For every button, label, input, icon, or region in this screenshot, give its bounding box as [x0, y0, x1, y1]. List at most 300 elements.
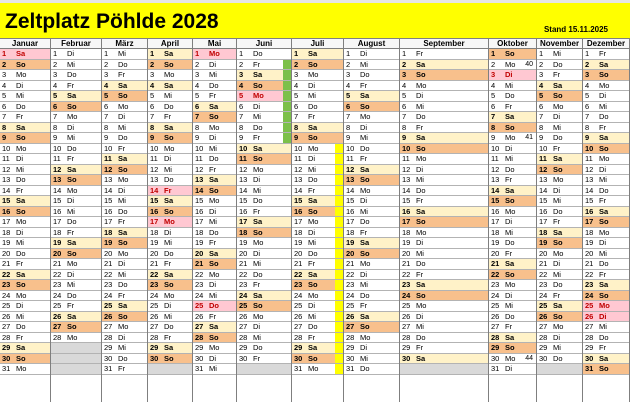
day-cell[interactable] [51, 165, 101, 176]
day-cell[interactable] [400, 133, 488, 144]
day-cell[interactable] [537, 207, 582, 218]
day-cell[interactable] [292, 123, 343, 134]
day-cell[interactable] [148, 81, 192, 92]
day-cell[interactable] [148, 123, 192, 134]
day-cell[interactable] [148, 354, 192, 365]
day-cell[interactable] [0, 354, 50, 365]
day-cell[interactable] [193, 123, 236, 134]
day-cell[interactable] [583, 186, 629, 197]
day-cell[interactable] [489, 238, 536, 249]
day-cell[interactable] [148, 270, 192, 281]
day-cell[interactable] [51, 144, 101, 155]
day-cell[interactable] [400, 144, 488, 155]
day-cell[interactable] [292, 70, 343, 81]
day-cell[interactable] [193, 144, 236, 155]
day-cell[interactable] [148, 144, 192, 155]
day-cell[interactable] [344, 270, 399, 281]
day-cell[interactable] [102, 249, 147, 260]
day-cell[interactable] [537, 280, 582, 291]
day-cell[interactable] [51, 259, 101, 270]
day-cell[interactable] [292, 207, 343, 218]
day-cell[interactable] [0, 312, 50, 323]
day-cell[interactable] [193, 70, 236, 81]
day-cell[interactable] [193, 217, 236, 228]
day-cell[interactable] [0, 102, 50, 113]
day-cell[interactable] [148, 228, 192, 239]
day-cell[interactable] [148, 207, 192, 218]
day-cell[interactable] [237, 291, 291, 302]
day-cell[interactable] [148, 91, 192, 102]
day-cell[interactable] [292, 249, 343, 260]
day-cell[interactable] [344, 154, 399, 165]
day-cell[interactable] [0, 364, 50, 375]
day-cell[interactable] [51, 196, 101, 207]
day-cell[interactable] [292, 280, 343, 291]
day-cell[interactable] [237, 70, 291, 81]
day-cell[interactable] [537, 102, 582, 113]
day-cell[interactable] [102, 196, 147, 207]
day-cell[interactable] [292, 333, 343, 344]
day-cell[interactable] [51, 280, 101, 291]
day-cell[interactable] [537, 354, 582, 365]
day-cell[interactable] [344, 144, 399, 155]
day-cell[interactable] [292, 49, 343, 60]
day-cell[interactable] [51, 154, 101, 165]
day-cell[interactable] [292, 196, 343, 207]
day-cell[interactable] [51, 175, 101, 186]
day-cell[interactable] [0, 343, 50, 354]
day-cell[interactable] [292, 259, 343, 270]
day-cell[interactable] [148, 175, 192, 186]
day-cell[interactable] [292, 301, 343, 312]
day-cell[interactable] [537, 291, 582, 302]
day-cell[interactable] [292, 81, 343, 92]
day-cell[interactable] [0, 301, 50, 312]
day-cell[interactable] [400, 228, 488, 239]
day-cell[interactable] [400, 123, 488, 134]
day-cell[interactable] [400, 217, 488, 228]
day-cell[interactable] [148, 196, 192, 207]
day-cell[interactable] [0, 333, 50, 344]
day-cell[interactable] [537, 81, 582, 92]
day-cell[interactable] [193, 228, 236, 239]
day-cell[interactable] [400, 165, 488, 176]
day-cell[interactable] [489, 49, 536, 60]
day-cell[interactable] [344, 70, 399, 81]
day-cell[interactable] [537, 312, 582, 323]
day-cell[interactable] [400, 312, 488, 323]
day-cell[interactable] [489, 291, 536, 302]
day-cell[interactable] [537, 322, 582, 333]
day-cell[interactable] [583, 354, 629, 365]
day-cell[interactable] [193, 81, 236, 92]
day-cell[interactable] [193, 312, 236, 323]
day-cell[interactable] [237, 270, 291, 281]
day-cell[interactable] [583, 112, 629, 123]
day-cell[interactable] [583, 175, 629, 186]
day-cell[interactable] [400, 70, 488, 81]
day-cell[interactable] [537, 60, 582, 71]
day-cell[interactable] [0, 217, 50, 228]
day-cell[interactable] [0, 133, 50, 144]
day-cell[interactable] [400, 49, 488, 60]
day-cell[interactable] [489, 217, 536, 228]
day-cell[interactable] [537, 228, 582, 239]
day-cell[interactable] [193, 270, 236, 281]
day-cell[interactable] [51, 238, 101, 249]
day-cell[interactable] [148, 217, 192, 228]
empty-cell[interactable] [237, 364, 291, 375]
day-cell[interactable] [51, 112, 101, 123]
day-cell[interactable] [537, 270, 582, 281]
day-cell[interactable] [489, 144, 536, 155]
day-cell[interactable] [292, 228, 343, 239]
day-cell[interactable] [344, 312, 399, 323]
day-cell[interactable] [344, 249, 399, 260]
day-cell[interactable] [0, 112, 50, 123]
day-cell[interactable] [51, 49, 101, 60]
day-cell[interactable] [193, 154, 236, 165]
day-cell[interactable] [148, 343, 192, 354]
day-cell[interactable] [489, 301, 536, 312]
day-cell[interactable] [489, 175, 536, 186]
day-cell[interactable] [400, 112, 488, 123]
day-cell[interactable] [292, 217, 343, 228]
day-cell[interactable] [344, 333, 399, 344]
day-cell[interactable] [102, 60, 147, 71]
day-cell[interactable] [51, 291, 101, 302]
day-cell[interactable] [344, 301, 399, 312]
day-cell[interactable] [344, 207, 399, 218]
day-cell[interactable] [0, 81, 50, 92]
day-cell[interactable] [51, 60, 101, 71]
day-cell[interactable] [344, 133, 399, 144]
day-cell[interactable] [0, 70, 50, 81]
day-cell[interactable] [489, 249, 536, 260]
empty-cell[interactable] [51, 354, 101, 365]
day-cell[interactable] [51, 123, 101, 134]
day-cell[interactable] [489, 333, 536, 344]
day-cell[interactable] [237, 322, 291, 333]
day-cell[interactable] [237, 343, 291, 354]
empty-cell[interactable] [148, 364, 192, 375]
day-cell[interactable] [583, 343, 629, 354]
day-cell[interactable] [193, 322, 236, 333]
day-cell[interactable] [51, 217, 101, 228]
day-cell[interactable] [148, 291, 192, 302]
day-cell[interactable] [102, 165, 147, 176]
day-cell[interactable] [537, 91, 582, 102]
day-cell[interactable] [0, 144, 50, 155]
day-cell[interactable] [237, 217, 291, 228]
day-cell[interactable] [102, 112, 147, 123]
day-cell[interactable] [237, 144, 291, 155]
day-cell[interactable] [344, 259, 399, 270]
day-cell[interactable] [489, 165, 536, 176]
day-cell[interactable] [400, 343, 488, 354]
day-cell[interactable] [0, 196, 50, 207]
day-cell[interactable] [537, 249, 582, 260]
day-cell[interactable] [583, 280, 629, 291]
day-cell[interactable] [583, 270, 629, 281]
day-cell[interactable] [51, 312, 101, 323]
day-cell[interactable] [148, 186, 192, 197]
day-cell[interactable] [51, 301, 101, 312]
day-cell[interactable] [51, 102, 101, 113]
day-cell[interactable] [51, 322, 101, 333]
day-cell[interactable] [193, 91, 236, 102]
day-cell[interactable] [51, 207, 101, 218]
day-cell[interactable] [489, 207, 536, 218]
day-cell[interactable] [148, 70, 192, 81]
day-cell[interactable] [102, 91, 147, 102]
day-cell[interactable] [237, 112, 291, 123]
day-cell[interactable] [102, 270, 147, 281]
day-cell[interactable] [102, 238, 147, 249]
day-cell[interactable] [292, 102, 343, 113]
day-cell[interactable] [537, 186, 582, 197]
day-cell[interactable] [102, 81, 147, 92]
day-cell[interactable] [102, 175, 147, 186]
day-cell[interactable] [537, 333, 582, 344]
day-cell[interactable] [489, 186, 536, 197]
day-cell[interactable] [237, 154, 291, 165]
day-cell[interactable] [102, 259, 147, 270]
day-cell[interactable] [237, 207, 291, 218]
day-cell[interactable] [102, 228, 147, 239]
day-cell[interactable] [237, 238, 291, 249]
day-cell[interactable] [400, 186, 488, 197]
day-cell[interactable] [193, 133, 236, 144]
day-cell[interactable] [583, 207, 629, 218]
day-cell[interactable] [344, 322, 399, 333]
day-cell[interactable] [0, 280, 50, 291]
day-cell[interactable] [537, 238, 582, 249]
day-cell[interactable] [537, 301, 582, 312]
day-cell[interactable] [102, 354, 147, 365]
day-cell[interactable] [344, 291, 399, 302]
day-cell[interactable] [193, 291, 236, 302]
day-cell[interactable] [344, 123, 399, 134]
day-cell[interactable] [292, 364, 343, 375]
day-cell[interactable] [292, 133, 343, 144]
day-cell[interactable] [344, 112, 399, 123]
day-cell[interactable] [583, 217, 629, 228]
day-cell[interactable] [51, 333, 101, 344]
day-cell[interactable] [489, 364, 536, 375]
day-cell[interactable] [292, 312, 343, 323]
day-cell[interactable] [537, 70, 582, 81]
day-cell[interactable] [51, 228, 101, 239]
day-cell[interactable] [344, 91, 399, 102]
day-cell[interactable] [237, 133, 291, 144]
day-cell[interactable] [0, 228, 50, 239]
day-cell[interactable] [292, 165, 343, 176]
day-cell[interactable] [237, 301, 291, 312]
day-cell[interactable] [237, 81, 291, 92]
day-cell[interactable] [583, 154, 629, 165]
day-cell[interactable] [489, 70, 536, 81]
day-cell[interactable] [102, 49, 147, 60]
empty-cell[interactable] [400, 364, 488, 375]
day-cell[interactable] [193, 207, 236, 218]
day-cell[interactable] [583, 102, 629, 113]
day-cell[interactable] [537, 165, 582, 176]
day-cell[interactable] [292, 291, 343, 302]
day-cell[interactable] [102, 154, 147, 165]
day-cell[interactable] [292, 112, 343, 123]
day-cell[interactable] [102, 301, 147, 312]
day-cell[interactable] [193, 280, 236, 291]
day-cell[interactable] [237, 259, 291, 270]
day-cell[interactable] [102, 312, 147, 323]
day-cell[interactable] [344, 217, 399, 228]
day-cell[interactable] [537, 217, 582, 228]
day-cell[interactable] [537, 343, 582, 354]
day-cell[interactable] [0, 249, 50, 260]
day-cell[interactable] [583, 364, 629, 375]
day-cell[interactable] [583, 312, 629, 323]
day-cell[interactable] [400, 280, 488, 291]
day-cell[interactable] [292, 175, 343, 186]
day-cell[interactable] [148, 165, 192, 176]
day-cell[interactable] [193, 333, 236, 344]
day-cell[interactable] [400, 301, 488, 312]
day-cell[interactable] [193, 186, 236, 197]
day-cell[interactable] [400, 354, 488, 365]
day-cell[interactable] [400, 102, 488, 113]
day-cell[interactable] [237, 312, 291, 323]
day-cell[interactable] [193, 60, 236, 71]
day-cell[interactable] [102, 70, 147, 81]
day-cell[interactable] [489, 91, 536, 102]
day-cell[interactable] [148, 312, 192, 323]
day-cell[interactable] [344, 186, 399, 197]
day-cell[interactable] [0, 186, 50, 197]
day-cell[interactable] [102, 217, 147, 228]
day-cell[interactable] [400, 270, 488, 281]
day-cell[interactable] [489, 270, 536, 281]
day-cell[interactable] [583, 123, 629, 134]
day-cell[interactable] [583, 91, 629, 102]
day-cell[interactable] [400, 249, 488, 260]
day-cell[interactable] [537, 112, 582, 123]
day-cell[interactable] [237, 228, 291, 239]
day-cell[interactable] [400, 81, 488, 92]
day-cell[interactable] [0, 291, 50, 302]
day-cell[interactable] [0, 238, 50, 249]
day-cell[interactable] [193, 364, 236, 375]
day-cell[interactable] [193, 196, 236, 207]
day-cell[interactable] [489, 312, 536, 323]
day-cell[interactable] [344, 102, 399, 113]
day-cell[interactable] [148, 259, 192, 270]
day-cell[interactable] [344, 354, 399, 365]
day-cell[interactable] [489, 228, 536, 239]
day-cell[interactable] [583, 70, 629, 81]
day-cell[interactable] [193, 165, 236, 176]
day-cell[interactable] [292, 270, 343, 281]
day-cell[interactable] [344, 238, 399, 249]
day-cell[interactable] [102, 322, 147, 333]
day-cell[interactable] [489, 81, 536, 92]
day-cell[interactable] [0, 175, 50, 186]
day-cell[interactable] [344, 364, 399, 375]
day-cell[interactable] [102, 280, 147, 291]
day-cell[interactable] [583, 333, 629, 344]
day-cell[interactable] [583, 322, 629, 333]
day-cell[interactable] [489, 154, 536, 165]
day-cell[interactable] [148, 60, 192, 71]
day-cell[interactable] [344, 81, 399, 92]
day-cell[interactable] [148, 280, 192, 291]
day-cell[interactable] [193, 301, 236, 312]
day-cell[interactable] [583, 196, 629, 207]
day-cell[interactable] [51, 249, 101, 260]
day-cell[interactable] [344, 196, 399, 207]
day-cell[interactable] [400, 196, 488, 207]
day-cell[interactable] [193, 112, 236, 123]
day-cell[interactable] [237, 60, 291, 71]
empty-cell[interactable] [51, 343, 101, 354]
day-cell[interactable] [193, 238, 236, 249]
day-cell[interactable] [489, 354, 536, 365]
day-cell[interactable] [583, 60, 629, 71]
day-cell[interactable] [237, 196, 291, 207]
day-cell[interactable] [148, 249, 192, 260]
day-cell[interactable] [237, 165, 291, 176]
day-cell[interactable] [583, 165, 629, 176]
day-cell[interactable] [537, 259, 582, 270]
day-cell[interactable] [148, 301, 192, 312]
day-cell[interactable] [292, 343, 343, 354]
day-cell[interactable] [583, 238, 629, 249]
day-cell[interactable] [102, 291, 147, 302]
day-cell[interactable] [292, 60, 343, 71]
day-cell[interactable] [583, 49, 629, 60]
day-cell[interactable] [489, 322, 536, 333]
day-cell[interactable] [400, 322, 488, 333]
day-cell[interactable] [193, 259, 236, 270]
day-cell[interactable] [0, 49, 50, 60]
day-cell[interactable] [148, 49, 192, 60]
day-cell[interactable] [344, 49, 399, 60]
day-cell[interactable] [148, 333, 192, 344]
day-cell[interactable] [489, 133, 536, 144]
day-cell[interactable] [537, 154, 582, 165]
day-cell[interactable] [400, 175, 488, 186]
day-cell[interactable] [400, 91, 488, 102]
day-cell[interactable] [148, 112, 192, 123]
day-cell[interactable] [237, 354, 291, 365]
day-cell[interactable] [489, 343, 536, 354]
day-cell[interactable] [102, 102, 147, 113]
day-cell[interactable] [237, 49, 291, 60]
day-cell[interactable] [583, 249, 629, 260]
day-cell[interactable] [51, 91, 101, 102]
day-cell[interactable] [400, 154, 488, 165]
day-cell[interactable] [400, 207, 488, 218]
day-cell[interactable] [237, 249, 291, 260]
day-cell[interactable] [489, 280, 536, 291]
day-cell[interactable] [489, 196, 536, 207]
day-cell[interactable] [0, 259, 50, 270]
day-cell[interactable] [344, 343, 399, 354]
day-cell[interactable] [400, 333, 488, 344]
day-cell[interactable] [0, 165, 50, 176]
day-cell[interactable] [292, 186, 343, 197]
day-cell[interactable] [292, 322, 343, 333]
